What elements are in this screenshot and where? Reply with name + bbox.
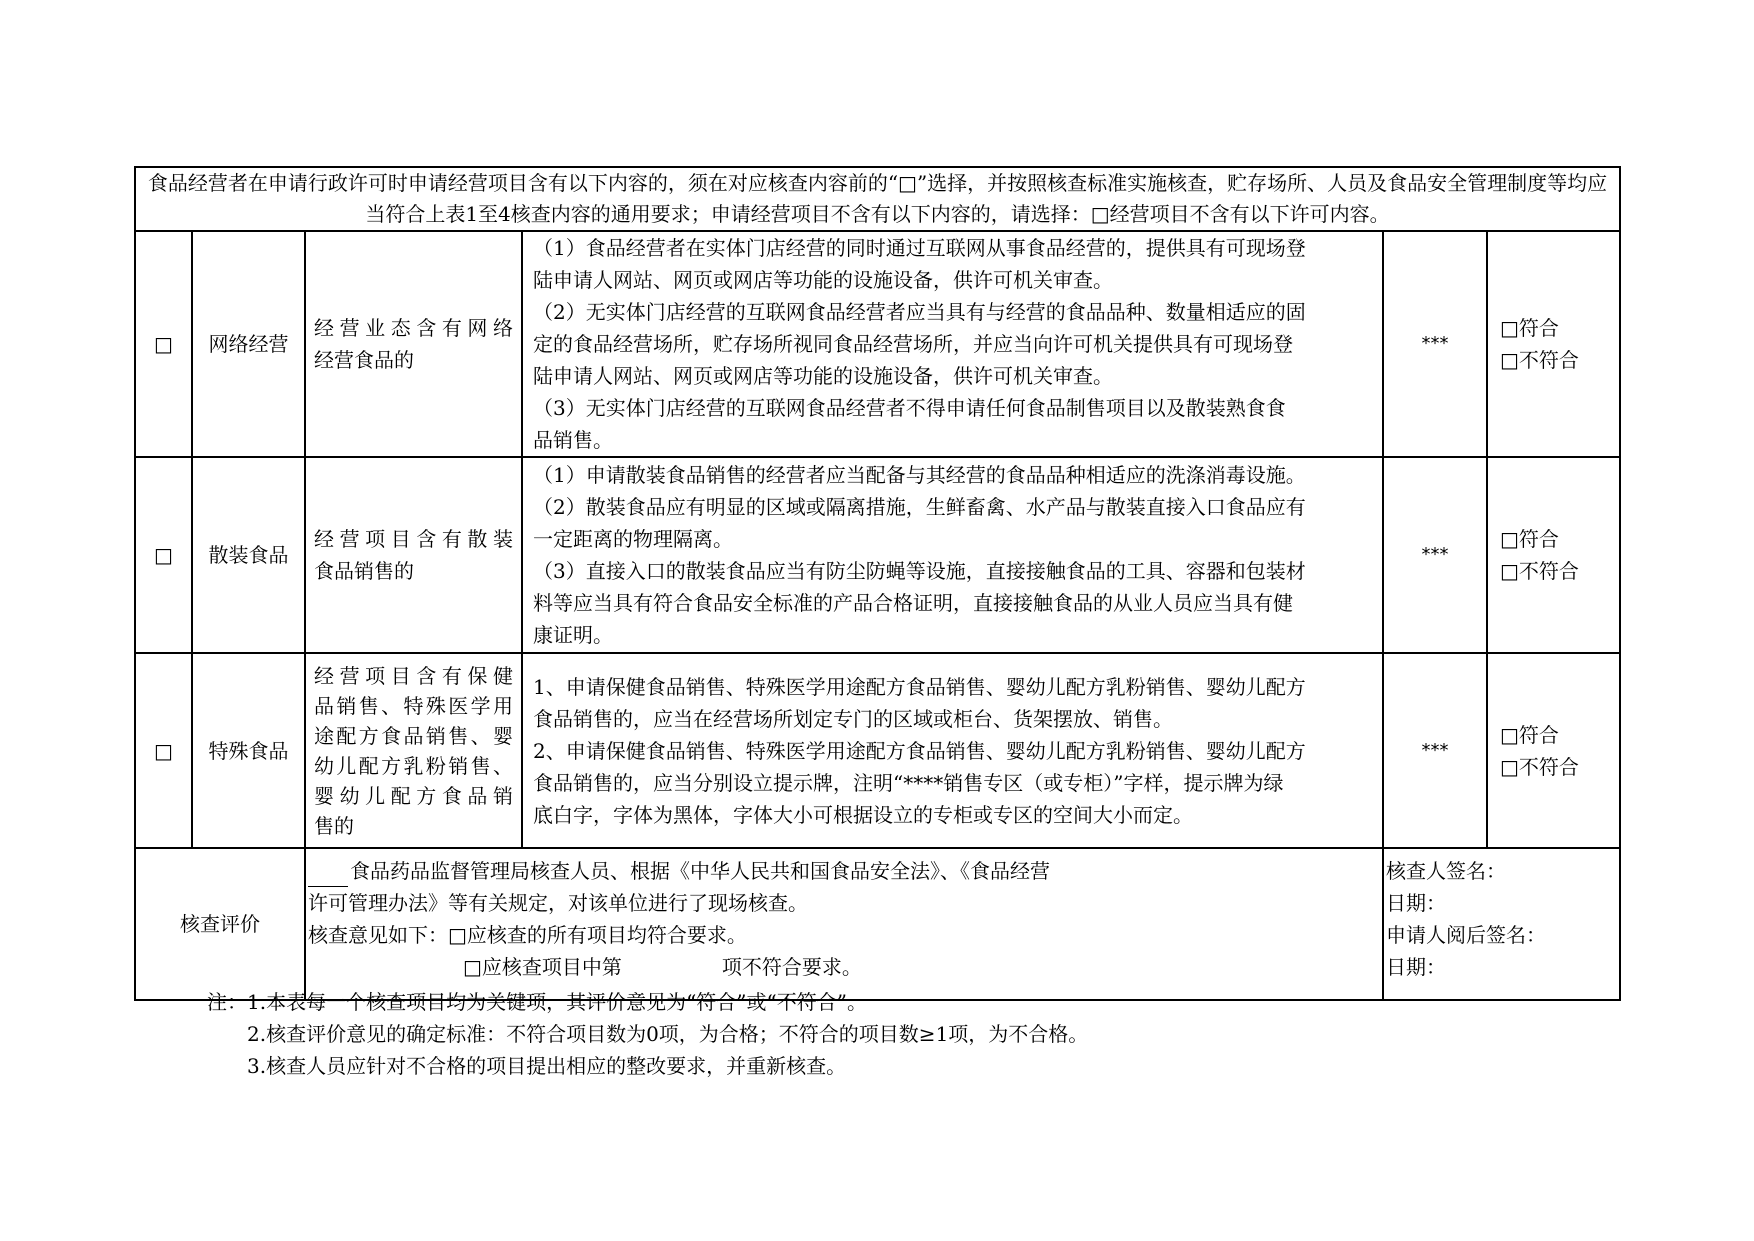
intro-instructions: 食品经营者在申请行政许可时申请经营项目含有以下内容的，须在对应核查内容前的“□”选择，并按照核查标准实施核查，贮存场所、人员及食品安全管理制度等均应当符合上表1至4核查内容的通用要求；申请经营项目不含有以下内容的，请选择：□经营项目不含有以下许可内容。 <box>135 167 1620 231</box>
result-fail-checkbox[interactable]: □不符合 <box>1500 754 1579 779</box>
result-options <box>1487 457 1620 653</box>
evaluation-statement: 食品药品监督管理局核查人员、根据《中华人民共和国食品安全法》、《食品经营 许可管理办法》等有关规定，对该单位进行了现场核查。 核查意见如下：□应核查的所有项目均符合要求。 □应核查项目中第 项不符合要求。 <box>305 848 1383 1000</box>
item-condition: 经营业态含有网络 经营食品的 <box>305 231 522 457</box>
result-pass-checkbox[interactable]: □符合 <box>1500 527 1559 551</box>
row-select-checkbox[interactable]: □ <box>135 231 192 457</box>
applicant-date-field[interactable]: 日期： <box>1386 955 1446 979</box>
partial-fail-checkbox[interactable]: □应核查项目中第 <box>463 955 622 979</box>
importance-marker: *** <box>1383 653 1487 848</box>
agency-name-blank[interactable] <box>308 862 348 887</box>
item-name: 特殊食品 <box>192 653 305 848</box>
row-select-checkbox[interactable]: □ <box>135 457 192 653</box>
table-row <box>135 457 1620 653</box>
item-standard: （1）食品经营者在实体门店经营的同时通过互联网从事食品经营的，提供具有可现场登 陆申请人网站、网页或网店等功能的设施设备，供许可机关审查。 （2）无实体门店经营的互联网食品经营者应当具有与经营的食品品种、数量相适应的固 定的食品经营场所，贮存场所视同食品经营场所，并应当向许可机关提供具有可现场登 陆申请人网站、网页或网店等功能的设施设备，供许可机关审查。 （3）无实体门店经营的互联网食品经营者不得申请任何食品制售项目以及散装熟食食 品销售。 <box>522 231 1383 457</box>
row-select-checkbox[interactable]: □ <box>135 653 192 848</box>
item-condition: 经营项目含有散装 食品销售的 <box>305 457 522 653</box>
item-name: 网络经营 <box>192 231 305 457</box>
result-pass-checkbox[interactable]: □符合 <box>1500 722 1559 747</box>
result-fail-checkbox[interactable]: □不符合 <box>1500 348 1579 372</box>
item-standard: （1）申请散装食品销售的经营者应当配备与其经营的食品品种相适应的洗涤消毒设施。 （2）散装食品应有明显的区域或隔离措施，生鲜畜禽、水产品与散装直接入口食品应有 一定距离的物理隔离。 （3）直接入口的散装食品应当有防尘防蝇等设施，直接接触食品的工具、容器和包装材 料等应当具有符合食品安全标准的产品合格证明，直接接触食品的从业人员应当具有健 康证明。 <box>522 457 1383 653</box>
result-fail-checkbox[interactable]: □不符合 <box>1500 559 1579 583</box>
table-notes <box>207 986 1088 1082</box>
evaluation-label: 核查评价 <box>135 848 305 1000</box>
applicant-signature-field[interactable]: 申请人阅后签名： <box>1386 923 1546 947</box>
item-name: 散装食品 <box>192 457 305 653</box>
note-item: 3.核查人员应针对不合格的项目提出相应的整改要求，并重新核查。 <box>247 1054 847 1078</box>
table-row <box>135 231 1620 457</box>
note-item: 2.核查评价意见的确定标准：不符合项目数为0项，为合格；不符合的项目数≥1项，为不合格。 <box>247 1022 1089 1046</box>
result-options <box>1487 231 1620 457</box>
inspection-table <box>134 166 1621 1001</box>
evaluation-row <box>135 848 1620 1000</box>
inspection-date-field[interactable]: 日期： <box>1386 891 1446 915</box>
importance-marker: *** <box>1383 457 1487 653</box>
all-pass-checkbox[interactable]: □应核查的所有项目均符合要求。 <box>448 923 747 947</box>
item-standard: 1、申请保健食品销售、特殊医学用途配方食品销售、婴幼儿配方乳粉销售、婴幼儿配方 食品销售的，应当在经营场所划定专门的区域或柜台、货架摆放、销售。 2、申请保健食品销售、特殊医学用途配方食品销售、婴幼儿配方乳粉销售、婴幼儿配方 食品销售的，应当分别设立提示牌，注明“****销售专区（或专柜）”字样，提示牌为绿 底白字，字体为黑体，字体大小可根据设立的专柜或专区的空间大小而定。 <box>522 653 1383 848</box>
item-condition: 经营项目含有保健 品销售、特殊医学用 途配方食品销售、婴 幼儿配方乳粉销售、 婴幼儿配方食品销 售的 <box>305 653 522 848</box>
importance-marker: *** <box>1383 231 1487 457</box>
inspector-signature-field[interactable]: 核查人签名： <box>1386 859 1506 883</box>
table-row <box>135 653 1620 848</box>
result-pass-checkbox[interactable]: □符合 <box>1500 316 1559 340</box>
result-options <box>1487 653 1620 848</box>
note-item: 注：1.本表每一个核查项目均为关键项，其评价意见为“符合”或“不符合”。 <box>207 990 867 1014</box>
signature-block <box>1383 848 1620 1000</box>
